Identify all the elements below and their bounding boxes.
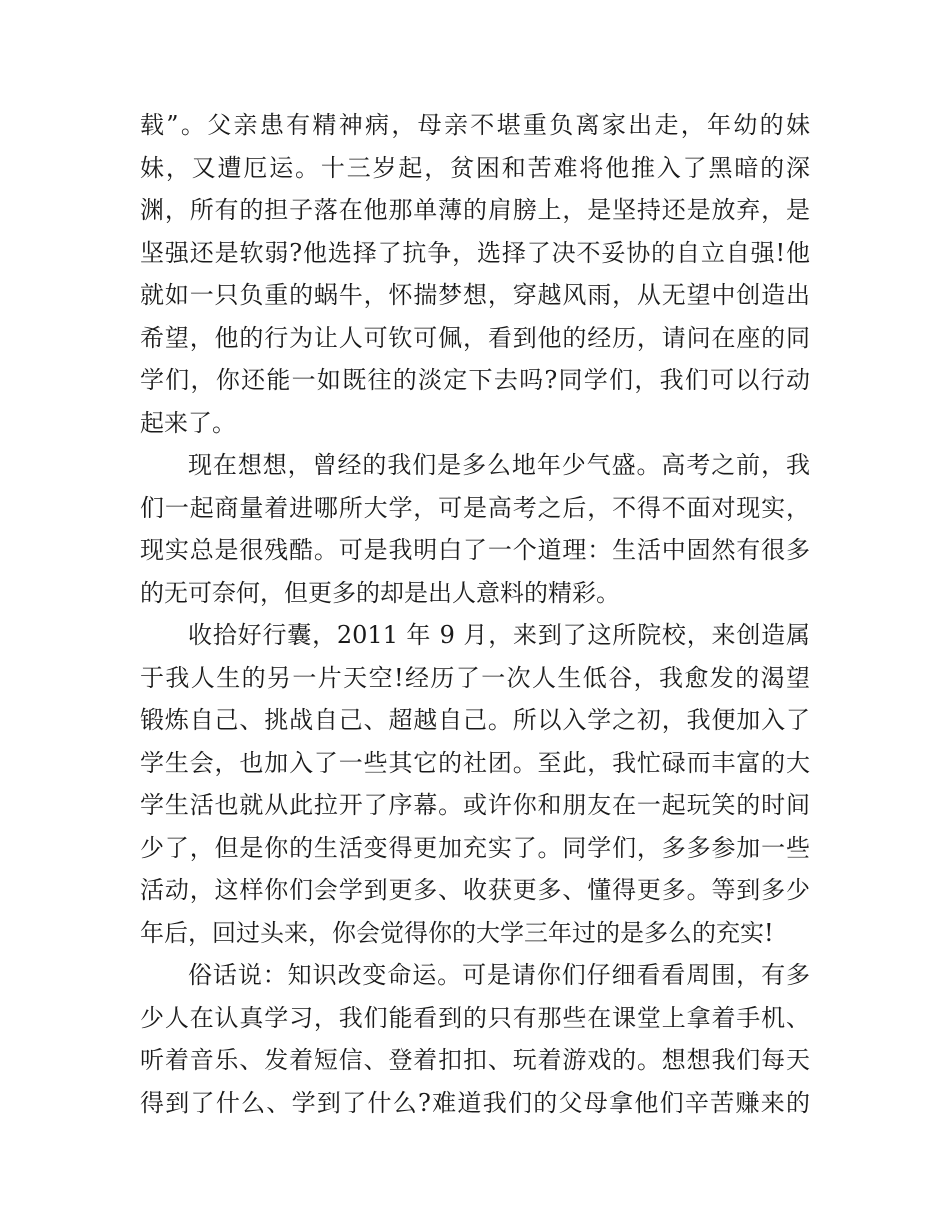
text-line: 少人在认真学习，我们能看到的只有那些在课堂上拿着手机、	[140, 1003, 810, 1032]
text-line: 起来了。	[140, 408, 236, 437]
text-line: 的无可奈何，但更多的却是出人意料的精彩。	[140, 578, 620, 607]
text-line: 得到了什么、学到了什么?难道我们的父母拿他们辛苦赚来的	[140, 1088, 810, 1117]
text-line: 锻炼自己、挑战自己、超越自己。所以入学之初，我便加入了	[140, 706, 810, 734]
text-line: 学们，你还能一如既往的淡定下去吗?同学们，我们可以行动	[140, 366, 810, 394]
text-line: 学生会，也加入了一些其它的社团。至此，我忙碌而丰富的大	[140, 748, 810, 777]
text-line: 少了，但是你的生活变得更加充实了。同学们，多多参加一些	[140, 833, 810, 862]
body-text	[140, 104, 810, 1124]
text-line: 听着音乐、发着短信、登着扣扣、玩着游戏的。想想我们每天	[140, 1046, 810, 1074]
text-line: 妹，又遭厄运。十三岁起，贫困和苦难将他推入了黑暗的深	[140, 153, 810, 182]
text-line: 现实总是很残酷。可是我明白了一个道理：生活中固然有很多	[140, 536, 810, 564]
text-line: 坚强还是软弱?他选择了抗争，选择了决不妥协的自立自强!他	[140, 238, 810, 267]
text-line: 活动，这样你们会学到更多、收获更多、懂得更多。等到多少	[140, 876, 810, 904]
text-line: 们一起商量着进哪所大学，可是高考之后，不得不面对现实，	[140, 493, 810, 522]
text-line: 渊，所有的担子落在他那单薄的肩膀上，是坚持还是放弃，是	[140, 196, 810, 224]
paragraph-first-line: 收拾好行囊，2011 年 9 月，来到了这所院校，来创造属	[188, 621, 810, 649]
paragraph-first-line: 现在想想，曾经的我们是多么地年少气盛。高考之前，我	[188, 451, 810, 479]
text-line: 年后，回过头来，你会觉得你的大学三年过的是多么的充实!	[140, 918, 774, 947]
text-line: 载”。父亲患有精神病，母亲不堪重负离家出走，年幼的妹	[140, 111, 810, 139]
paragraph-first-line: 俗话说：知识改变命运。可是请你们仔细看看周围，有多	[188, 961, 810, 989]
text-line: 于我人生的另一片天空!经历了一次人生低谷，我愈发的渴望	[140, 663, 810, 692]
text-line: 就如一只负重的蜗牛，怀揣梦想，穿越风雨，从无望中创造出	[140, 281, 810, 309]
text-line: 学生活也就从此拉开了序幕。或许你和朋友在一起玩笑的时间	[140, 791, 810, 819]
text-line: 希望，他的行为让人可钦可佩，看到他的经历，请问在座的同	[140, 323, 810, 352]
